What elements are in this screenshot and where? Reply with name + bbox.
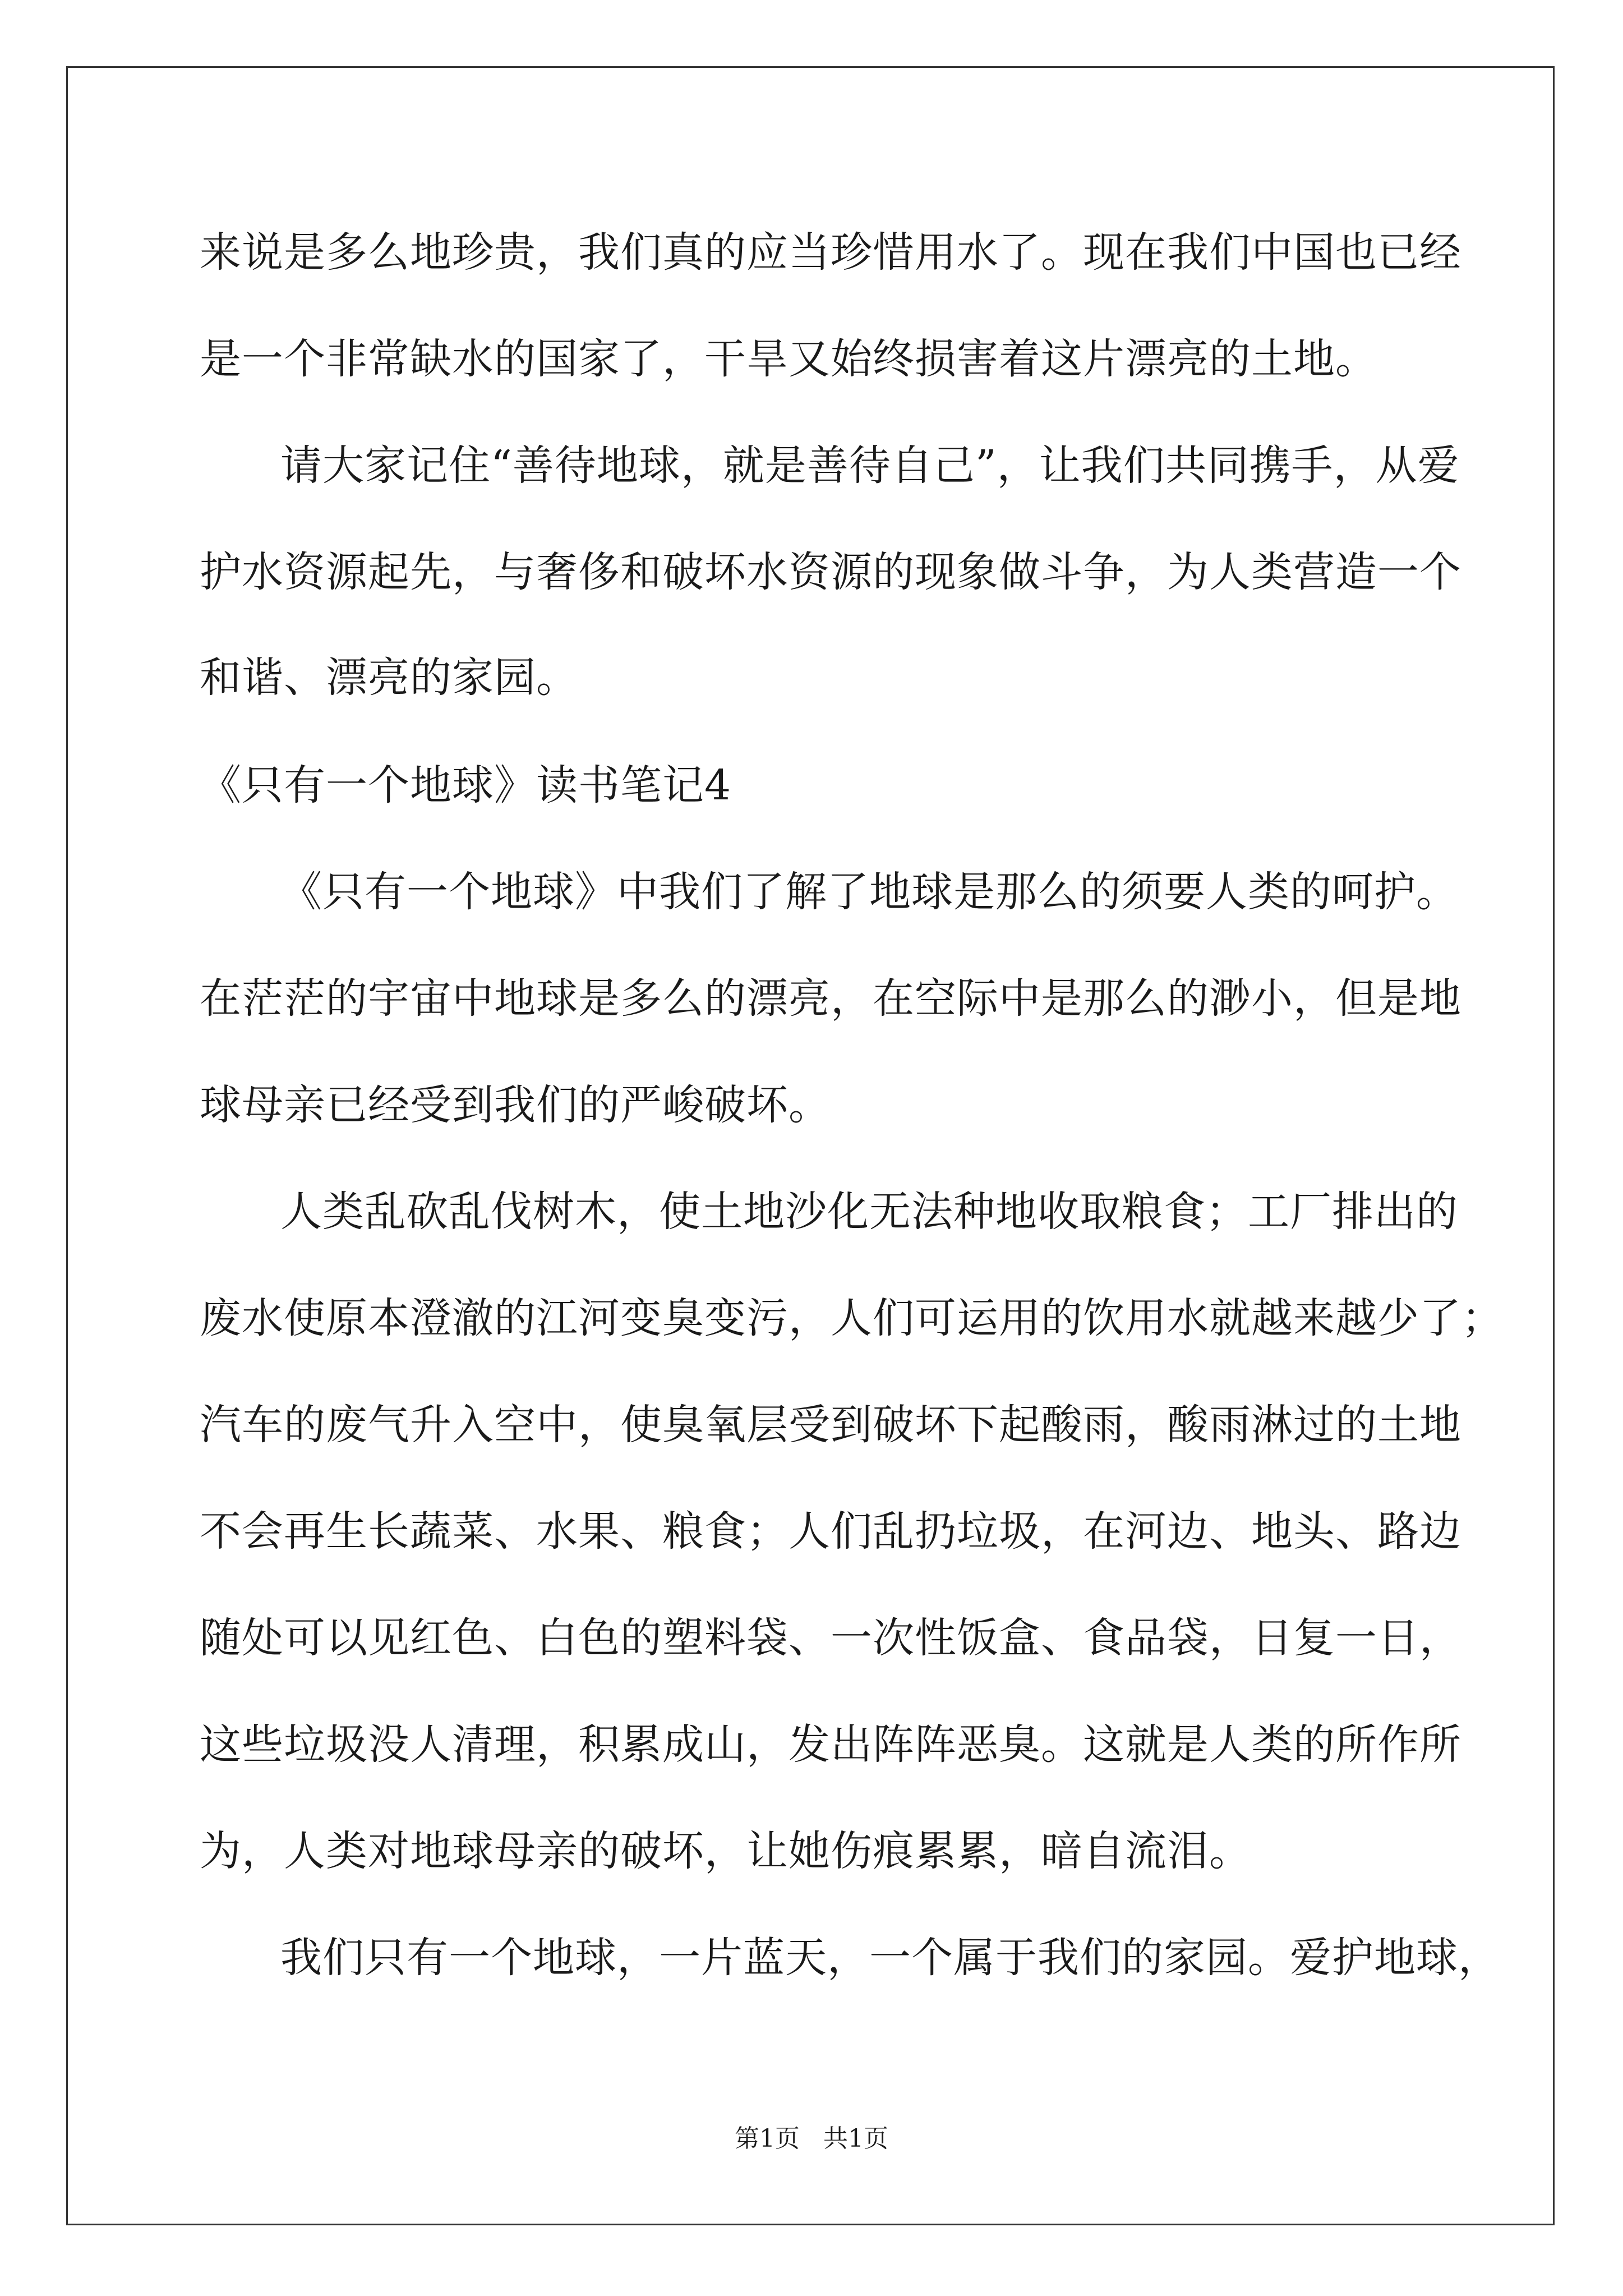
text-line: 请大家记住“善待地球，就是善待自己”，让我们共同携手，从爱 <box>280 441 1460 490</box>
text-line: 随处可以见红色、白色的塑料袋、一次性饭盒、食品袋，日复一日， <box>200 1614 1461 1662</box>
text-line: 废水使原本澄澈的江河变臭变污，人们可运用的饮用水就越来越少了； <box>200 1294 1504 1342</box>
text-line: 和谐、漂亮的家园。 <box>200 654 578 702</box>
text-line: 我们只有一个地球，一片蓝天，一个属于我们的家园。爱护地球， <box>280 1934 1500 1982</box>
page-footer: 第1页 共1页 <box>735 2124 888 2153</box>
text-line: 为，人类对地球母亲的破坏，让她伤痕累累，暗自流泪。 <box>200 1827 1251 1875</box>
section-heading: 《只有一个地球》读书笔记4 <box>200 761 732 809</box>
text-line: 这些垃圾没人清理，积累成山，发出阵阵恶臭。这就是人类的所作所 <box>200 1720 1461 1769</box>
text-line: 护水资源起先，与奢侈和破坏水资源的现象做斗争，为人类营造一个 <box>200 548 1461 596</box>
text-line: 在茫茫的宇宙中地球是多么的漂亮，在空际中是那么的渺小，但是地 <box>200 974 1461 1023</box>
text-line: 球母亲已经受到我们的严峻破坏。 <box>200 1081 831 1129</box>
text-line: 人类乱砍乱伐树木，使土地沙化无法种地收取粮食；工厂排出的 <box>280 1188 1458 1236</box>
text-line: 汽车的废气升入空中，使臭氧层受到破坏下起酸雨，酸雨淋过的土地 <box>200 1401 1461 1449</box>
text-line: 《只有一个地球》中我们了解了地球是那么的须要人类的呵护。 <box>280 868 1458 916</box>
text-line: 是一个非常缺水的国家了，干旱又始终损害着这片漂亮的土地。 <box>200 335 1377 383</box>
page-border <box>66 66 1555 2225</box>
text-line: 不会再生长蔬菜、水果、粮食；人们乱扔垃圾，在河边、地头、路边 <box>200 1507 1461 1556</box>
text-line: 来说是多么地珍贵，我们真的应当珍惜用水了。现在我们中国也已经 <box>200 228 1461 277</box>
